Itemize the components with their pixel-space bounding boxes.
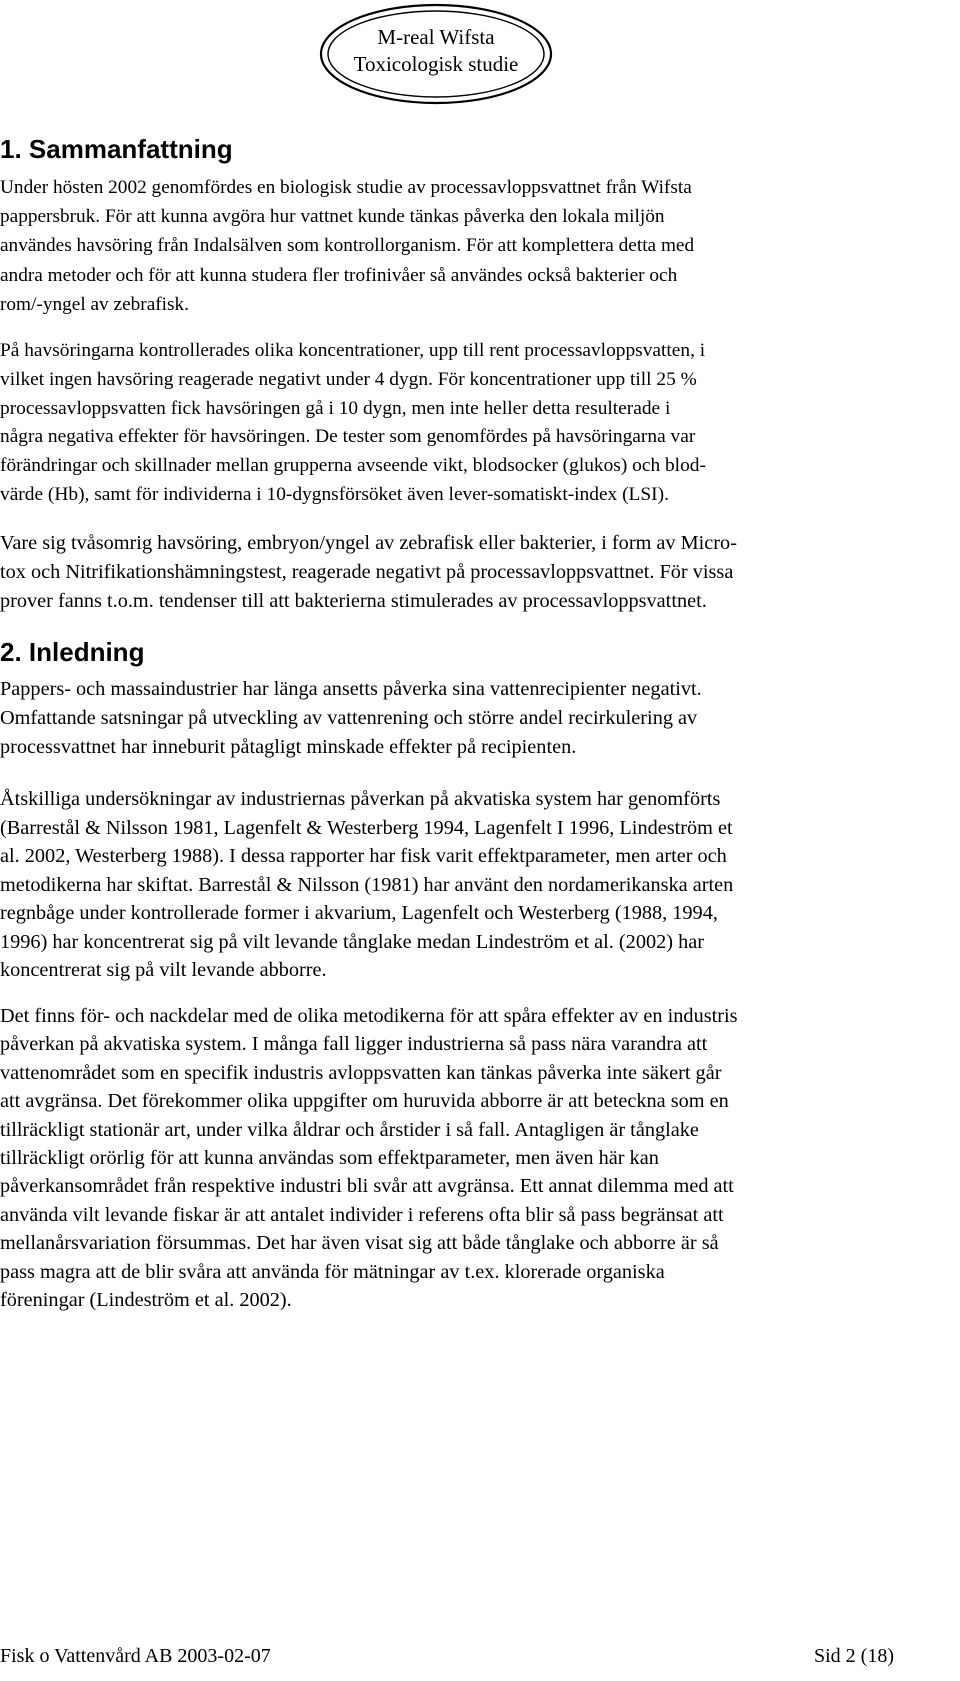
paragraph (0, 1002, 900, 1314)
text-line: andra metoder och för att kunna studera fler trofinivåer så användes också bakterier och (0, 264, 678, 286)
text-line: Omfattande satsningar på utveckling av vattenrening och större andel recirkulering av (0, 707, 698, 729)
text-line: al. 2002, Westerberg 1988). I dessa rapporter har fisk varit effektparameter, men arter och (0, 845, 727, 867)
text-line: Vare sig tvåsomrig havsöring, embryon/yngel av zebrafisk eller bakterier, i form av Micro- (0, 532, 737, 554)
text-line: prover fanns t.o.m. tendenser till att bakterierna stimulerades av processavloppsvattnet. (0, 590, 707, 612)
text-line: att avgränsa. Det förekommer olika uppgifter om huruvida abborre är att beteckna som en (0, 1090, 729, 1113)
text-line: några negativa effekter för havsöringen. De tester som genomfördes på havsöringarna var (0, 426, 696, 448)
text-line: pappersbruk. För att kunna avgöra hur vattnet kunde tänkas påverka den lokala miljön (0, 206, 665, 228)
text-line: Åtskilliga undersökningar av industriernas påverkan på akvatiska system har genomförts (0, 788, 721, 810)
footer-page-number: Sid 2 (18) (814, 1645, 894, 1667)
text-line: regnbåge under kontrollerade former i akvarium, Lagenfelt och Westerberg (1988, 1994, (0, 902, 718, 924)
text-line: (Barrestål & Nilsson 1981, Lagenfelt & Westerberg 1994, Lagenfelt I 1996, Lindeström et (0, 816, 733, 839)
text-line: vilket ingen havsöring reagerade negativt under 4 dygn. För koncentrationer upp till 25 % (0, 368, 697, 390)
text-line: metodikerna har skiftat. Barrestål & Nilsson (1981) har använt den nordamerikanska arten (0, 873, 734, 896)
report-stamp (318, 2, 554, 106)
text-line: använda vilt levande fiskar är att antalet individer i referens ofta blir så pass begränsat att (0, 1203, 724, 1226)
text-line: processvattnet har inneburit påtagligt minskade effekter på recipienten. (0, 736, 577, 758)
paragraph (0, 675, 900, 762)
footer-company-date: Fisk o Vattenvård AB 2003-02-07 (0, 1645, 271, 1667)
text-line: värde (Hb), samt för individerna i 10-dygnsförsöket även lever-somatiskt-index (LSI). (0, 483, 669, 505)
paragraph (0, 173, 900, 319)
text-line: tox och Nitrifikationshämningstest, reagerade negativt på processavloppsvattnet. För vissa (0, 561, 734, 583)
stamp-line-2: Toxicologisk studie (353, 52, 519, 76)
text-line: mellanårsvariation försummas. Det har även visat sig att både tånglake och abborre är så (0, 1232, 719, 1255)
text-line: processavloppsvatten fick havsöringen gå i 10 dygn, men inte heller detta resulterade i (0, 397, 671, 419)
paragraph (0, 337, 900, 510)
text-line: användes havsöring från Indalsälven som kontrollorganism. För att komplettera detta med (0, 235, 695, 257)
text-line: påverkan på akvatiska system. I många fall ligger industrierna så pass nära varandra att (0, 1033, 708, 1056)
text-line: vattenområdet som en specifik industris avloppsvatten kan tänkas påverka inte säkert går (0, 1061, 722, 1084)
text-line: förändringar och skillnader mellan grupperna avseende vikt, blodsocker (glukos) och blod- (0, 455, 706, 477)
text-line: Under hösten 2002 genomfördes en biologisk studie av processavloppsvattnet från Wifsta (0, 177, 692, 198)
stamp-line-1: M-real Wifsta (377, 25, 495, 49)
stamp-text (318, 24, 554, 78)
paragraph (0, 785, 900, 985)
text-line: koncentrerat sig på vilt levande abborre. (0, 959, 327, 981)
text-line: tillräckligt stationär art, under vilka åldrar och årstider i så fall. Antagligen är tånglake (0, 1118, 699, 1141)
section-heading-inledning: 2. Inledning (0, 637, 145, 667)
text-line: föreningar (Lindeström et al. 2002). (0, 1289, 292, 1312)
text-line: 1996) har koncentrerat sig på vilt levande tånglake medan Lindeström et al. (2002) har (0, 930, 704, 953)
text-line: Pappers- och massaindustrier har länga ansetts påverka sina vattenrecipienter negativt. (0, 678, 702, 700)
text-line: påverkansområdet från respektive industri bli svår att avgränsa. Ett annat dilemma med att (0, 1175, 734, 1198)
text-line: tillräckligt orörlig för att kunna användas som effektparameter, men även här kan (0, 1147, 659, 1170)
text-line: rom/-yngel av zebrafisk. (0, 293, 189, 315)
text-line: Det finns för- och nackdelar med de olika metodikerna för att spåra effekter av en industris (0, 1005, 738, 1027)
section-heading-sammanfattning: 1. Sammanfattning (0, 134, 233, 164)
paragraph (0, 529, 900, 616)
text-line: På havsöringarna kontrollerades olika koncentrationer, upp till rent processavloppsvatten, i (0, 340, 706, 361)
text-line: pass magra att de blir svåra att använda för mätningar av t.ex. klorerade organiska (0, 1260, 665, 1283)
